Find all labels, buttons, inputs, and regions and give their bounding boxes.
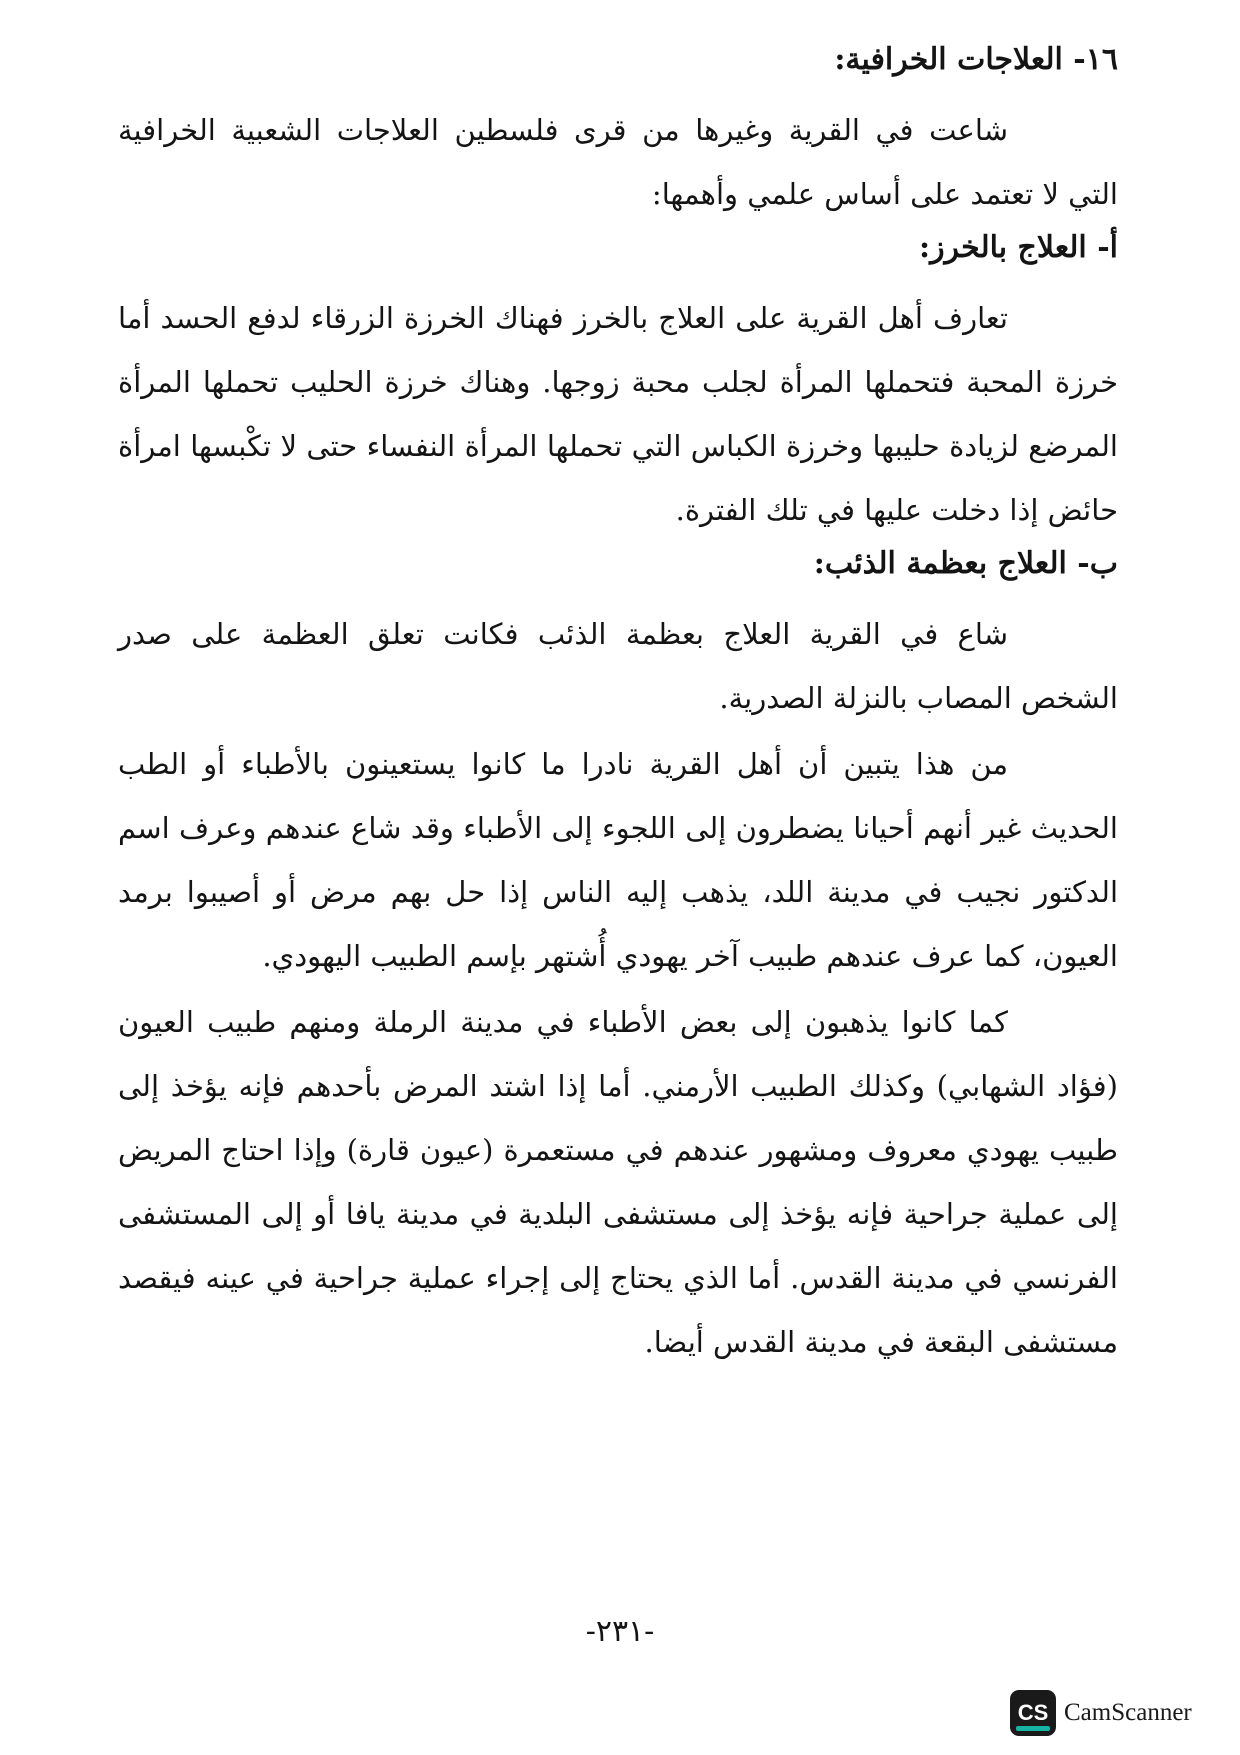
- section-a-text: تعارف أهل القرية على العلاج بالخرز فهناك الخرزة الزرقاء لدفع الحسد أما خرزة المحبة فتحملها المرأة لجلب محبة زوجها. وهناك خرزة الحليب تحملها المرأة المرضع لزيادة حليبها وخرزة الكباس التي تحملها المرأة النفساء حتى لا تكْبسها امرأة حائض إذا دخلت عليها في تلك الفترة.: [118, 301, 1118, 527]
- section-b-heading: ب- العلاج بعظمة الذئب:: [813, 546, 1118, 581]
- paragraph-doctors-ramla: كما كانوا يذهبون إلى بعض الأطباء في مدينة الرملة ومنهم طبيب العيون (فؤاد الشهابي) وكذلك الطبيب الأرمني. أما إذا اشتد المرض بأحدهم فإنه يؤخذ إلى طبيب يهودي معروف ومشهور عندهم في مستعمرة (عيون قارة) وإذا احتاج المريض إلى عملية جراحية فإنه يؤخذ إلى مستشفى البلدية في مدينة يافا أو إلى المستشفى الفرنسي في مدينة القدس. أما الذي يحتاج إلى إجراء عملية جراحية في عينه فيقصد مستشفى البقعة في مدينة القدس أيضا.: [118, 1005, 1118, 1359]
- document-page: [118, 40, 1118, 1376]
- page-number: -٢٣١-: [585, 1614, 655, 1649]
- paragraph-doctors-lod: من هذا يتبين أن أهل القرية نادرا ما كانوا يستعينون بالأطباء أو الطب الحديث غير أنهم أحيانا يضطرون إلى اللجوء إلى الأطباء وقد شاع عندهم وعرف اسم الدكتور نجيب في مدينة اللد، يذهب إليه الناس إذا حل بهم مرض أو أصيبوا برمد العيون، كما عرف عندهم طبيب آخر يهودي أُشتهر بإسم الطبيب اليهودي.: [118, 747, 1118, 973]
- camscanner-logo-icon: CS: [1010, 1690, 1056, 1736]
- section-16-intro: شاعت في القرية وغيرها من قرى فلسطين العلاجات الشعبية الخرافية التي لا تعتمد على أساس علمي وأهمها:: [118, 113, 1118, 211]
- camscanner-text: CamScanner: [1064, 1699, 1192, 1726]
- section-16-heading: ١٦- العلاجات الخرافية:: [834, 42, 1118, 77]
- camscanner-watermark: [1010, 1685, 1220, 1741]
- section-a-heading: أ- العلاج بالخرز:: [919, 230, 1118, 265]
- section-b-text: شاع في القرية العلاج بعظمة الذئب فكانت تعلق العظمة على صدر الشخص المصاب بالنزلة الصدرية.: [118, 617, 1118, 715]
